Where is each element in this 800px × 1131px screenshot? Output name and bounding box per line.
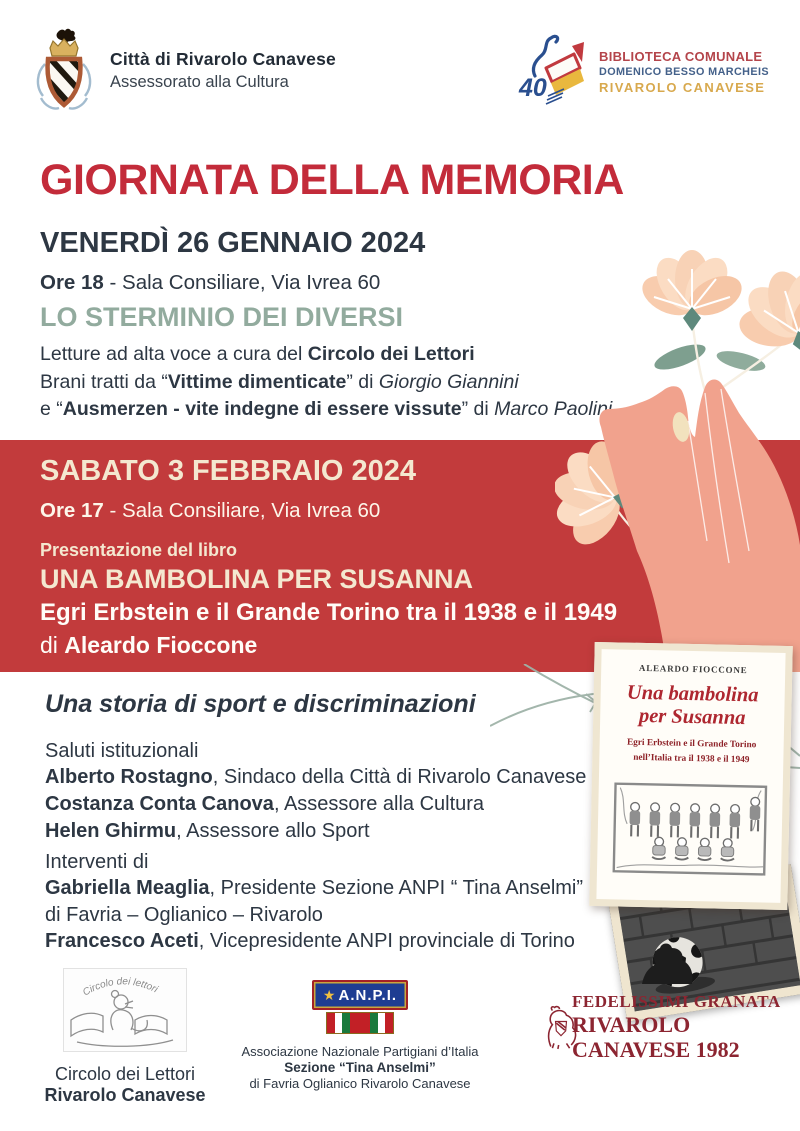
speakers-label: Interventi di xyxy=(45,851,149,873)
greetings-label: Saluti istituzionali xyxy=(45,740,199,762)
greeting-role: , Assessore allo Sport xyxy=(176,820,370,842)
municipality-header xyxy=(33,26,336,114)
greeting-role: , Assessore alla Cultura xyxy=(273,793,485,815)
event1-time-venue xyxy=(40,271,380,295)
book-cover-author: ALEARDO FIOCCONE xyxy=(638,662,748,676)
book-cover xyxy=(589,642,792,910)
library-header xyxy=(518,32,769,112)
anpi-ribbon-icon xyxy=(326,1012,394,1034)
player-silhouette-icon xyxy=(638,940,696,986)
event2-book-subtitle: Egri Erbstein e il Grande Torino tra il 1938 e il 1949 xyxy=(40,599,618,626)
anpi-section: Sezione “Tina Anselmi” xyxy=(284,1060,436,1075)
circolo-logo-block xyxy=(35,968,215,1106)
event1-date: VENERDÌ 26 GENNAIO 2024 xyxy=(40,227,426,259)
circolo-city: Rivarolo Canavese xyxy=(44,1085,206,1105)
star-icon: ★ xyxy=(322,986,336,1003)
flower-top xyxy=(636,250,748,331)
anniversary-number: 40 xyxy=(519,74,547,102)
team-photo-sketch xyxy=(609,770,771,889)
greeting-role: , Sindaco della Città di Rivarolo Canavese xyxy=(212,766,587,788)
book-author-name: Aleardo Fioccone xyxy=(64,632,258,658)
work-line-1: Brani tratti da “Vittime dimenticate” di Giorgio Giannini xyxy=(40,371,519,393)
anpi-full-name: Associazione Nazionale Partigiani d’Italia xyxy=(241,1044,479,1059)
poster-title: GIORNATA DELLA MEMORIA xyxy=(40,156,624,204)
event1-headline: LO STERMINIO DEI DIVERSI xyxy=(40,302,404,332)
svg-text:Circolo dei lettori: Circolo dei lettori xyxy=(81,976,160,999)
speaker-name: Francesco Aceti xyxy=(45,930,199,952)
library-city: RIVAROLO CANAVESE xyxy=(599,80,766,95)
fedelissimi-logo-block xyxy=(543,992,800,1062)
work1-author: Giorgio Giannini xyxy=(378,371,519,393)
speaker-role: , Vicepresidente ANPI provinciale di Torino xyxy=(198,930,575,952)
greeting-line xyxy=(45,793,484,816)
event1-reading-credit: Letture ad alta voce a cura del Circolo dei Lettori xyxy=(40,343,475,365)
event2-date: SABATO 3 FEBBRAIO 2024 xyxy=(40,455,417,487)
program-tagline: Una storia di sport e discriminazioni xyxy=(45,690,476,718)
hand-shape xyxy=(599,380,800,672)
book-cover-title: Una bambolina per Susanna xyxy=(626,681,759,729)
fedelissimi-city-year: RIVAROLO CANAVESE 1982 xyxy=(572,1011,740,1062)
library-dedication: DOMENICO BESSO MARCHEIS xyxy=(599,66,769,78)
circolo-logo-sketch xyxy=(63,968,187,1052)
greeting-line xyxy=(45,820,370,843)
library-logo-icon xyxy=(518,32,590,112)
event2-author: di Aleardo Fioccone xyxy=(40,632,258,658)
anpi-badge xyxy=(312,980,408,1010)
municipality-department: Assessorato alla Cultura xyxy=(110,72,289,91)
anpi-towns: di Favria Oglianico Rivarolo Canavese xyxy=(249,1076,471,1091)
event1-venue: - Sala Consiliare, Via Ivrea 60 xyxy=(103,271,381,294)
event2-book-title: UNA BAMBOLINA PER SUSANNA xyxy=(40,564,474,594)
event2-venue: - Sala Consiliare, Via Ivrea 60 xyxy=(103,499,381,522)
speaker-line xyxy=(45,877,583,900)
event2-time: Ore 17 xyxy=(40,499,104,522)
reading-group-name: Circolo dei Lettori xyxy=(307,343,475,365)
greeting-name: Costanza Conta Canova xyxy=(45,793,274,815)
speaker-line-continued: di Favria – Oglianico – Rivarolo xyxy=(45,904,323,926)
event2-time-venue xyxy=(40,499,380,523)
book-cover-subtitle: Egri Erbstein e il Grande Torino nell’Italia tra il 1938 e il 1949 xyxy=(626,737,757,765)
greeting-name: Alberto Rostagno xyxy=(45,766,213,788)
hand-flowers-illustration xyxy=(555,245,800,672)
speaker-name: Gabriella Meaglia xyxy=(45,877,210,899)
work2-title: Ausmerzen - vite indegne di essere vissute xyxy=(62,397,462,420)
greeting-name: Helen Ghirmu xyxy=(45,820,177,842)
work2-author: Marco Paolini xyxy=(494,397,613,420)
anpi-logo-block xyxy=(235,980,485,1091)
circolo-name: Circolo dei Lettori xyxy=(54,1064,196,1084)
work1-title: Vittime dimenticate xyxy=(167,371,347,393)
speaker-role: , Presidente Sezione ANPI “ Tina Anselmi” xyxy=(209,877,584,899)
event2-intro: Presentazione del libro xyxy=(40,540,238,560)
fedelissimi-name: FEDELISSIMI GRANATA xyxy=(572,992,781,1011)
library-name: BIBLIOTECA COMUNALE xyxy=(599,49,763,64)
municipal-crest-icon xyxy=(33,26,95,114)
event1-time: Ore 18 xyxy=(40,271,104,294)
anpi-acronym: A.N.P.I. xyxy=(338,986,398,1004)
speaker-line xyxy=(45,930,575,953)
event1-works xyxy=(40,369,612,422)
municipality-name: Città di Rivarolo Canavese xyxy=(110,48,336,69)
work-line-2: e “Ausmerzen - vite indegne di essere vissute” di Marco Paolini xyxy=(40,397,613,420)
